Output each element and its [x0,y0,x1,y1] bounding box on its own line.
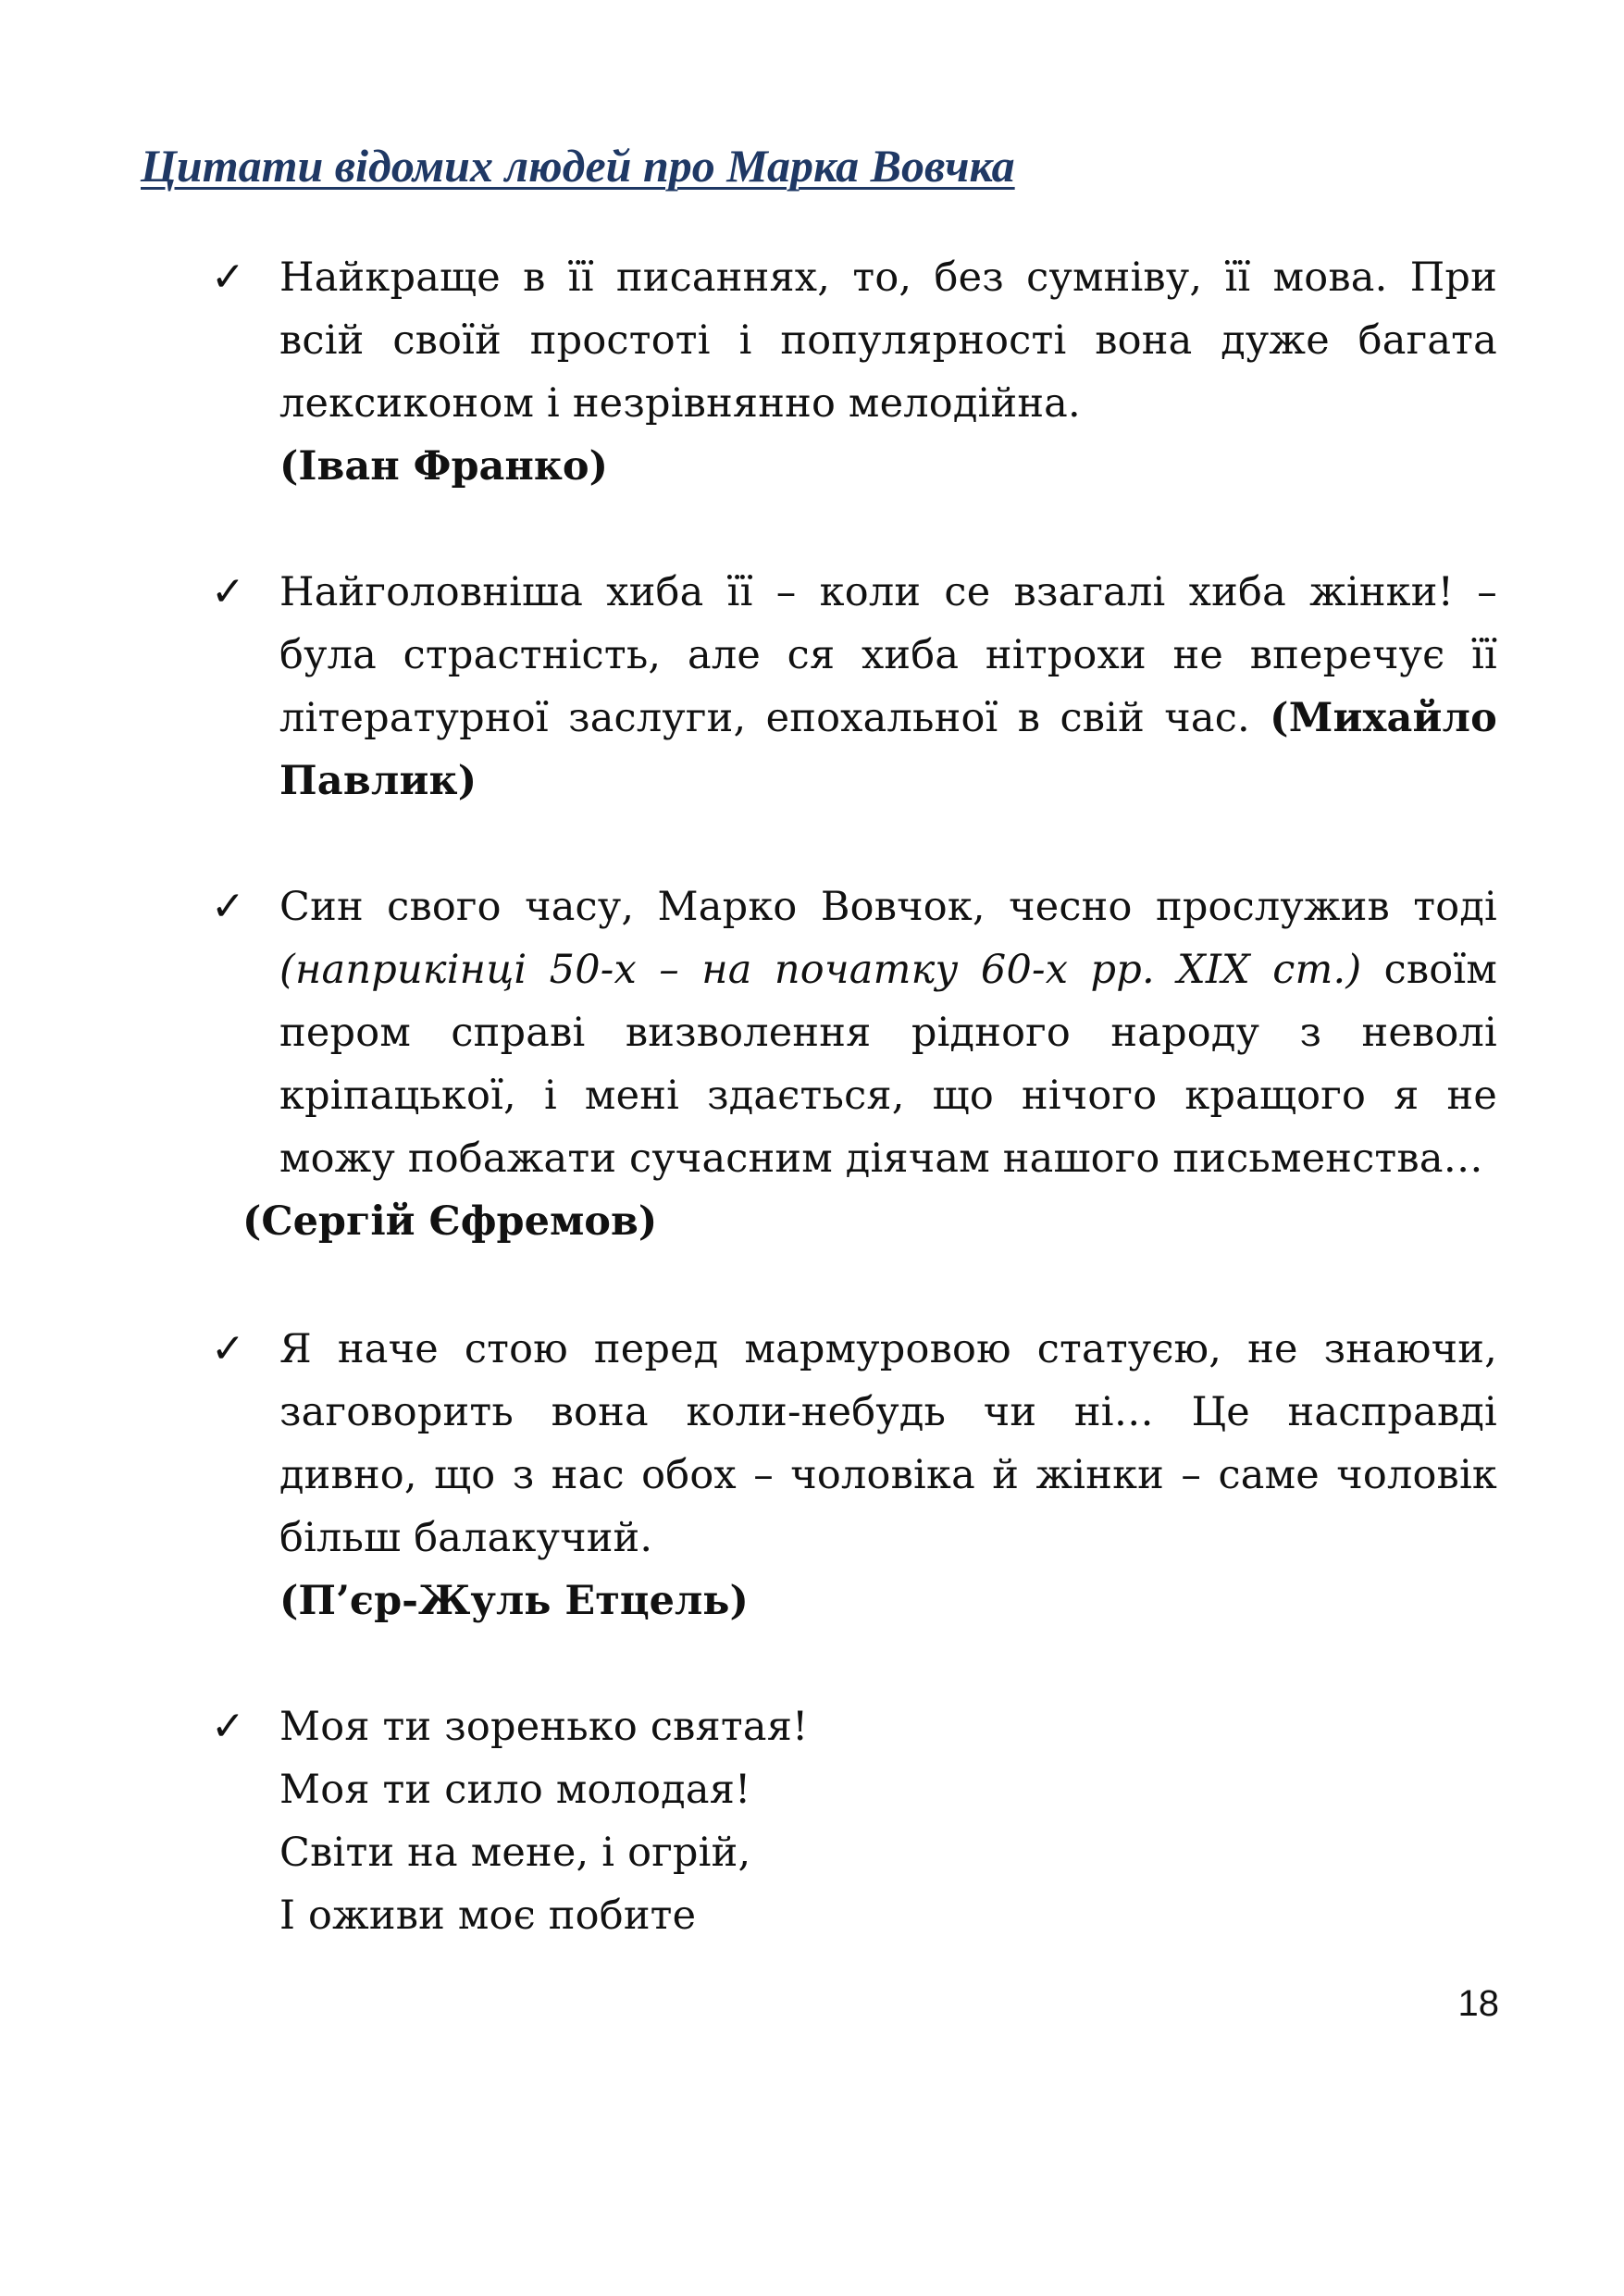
page-heading: Цитати відомих людей про Марка Вовчка [141,140,1015,192]
quote-item [211,875,1497,1190]
quote-text-block [279,561,1497,813]
quote-author-row [211,1190,657,1253]
page-number: 18 [1457,1983,1499,2024]
quote-author: (Іван Франко) [279,443,608,490]
quote-text: Я наче стою перед мармуровою статуєю, не знаючи, заговорить вона коли-небудь чи ні… Це насправді дивно, що з нас обох – чоловіка й жінки – саме чоловік більш балакучий. [279,1326,1497,1561]
checkmark-icon: ✓ [211,254,245,301]
poem-line: Світи на мене, і огрій, [279,1830,751,1876]
quote-author: (П’єр-Жуль Етцель) [279,1578,749,1624]
quote-text-italic: (наприкінці 50-х – на початку 60-х рр. ХІХ ст.) [279,947,1362,993]
quote-text: Найкраще в її писаннях, то, без сумніву, її мова. При всій своїй простоті і популярності вона дуже багата лексиконом і незрівнянно мелодійна. [279,254,1497,427]
checkmark-icon: ✓ [211,1703,245,1750]
checkmark-icon: ✓ [211,883,245,930]
checkmark-icon: ✓ [211,1325,245,1372]
poem-line: І оживи моє побите [279,1893,697,1939]
quote-text-end: своїм пером справі визволення рідного народу з неволі кріпацької, і мені здається, що нічого кращого я не можу побажати сучасним діячам нашого письменства… [279,947,1497,1182]
quote-item [211,1318,1497,1632]
quote-item [211,246,1497,498]
quote-author: (Михайло Павлик) [279,695,1497,804]
quote-item [211,1695,1497,1947]
quote-text-block [279,875,1497,1190]
poem-line: Моя ти зоренько святая! [279,1704,809,1750]
poem-line: Моя ти сило молодая! [279,1767,751,1813]
quote-author: (Сергій Єфремов) [242,1198,658,1245]
poem-block [279,1695,1497,1947]
quote-text-start: Син свого часу, Марко Вовчок, чесно прослужив тоді [279,884,1497,930]
checkmark-icon: ✓ [211,568,245,615]
quote-item [211,561,1497,813]
quote-text: Найголовніша хиба її – коли се взагалі хиба жінки! – була страстність, але ся хиба нітрохи не вперечує її літературної заслуги, епохальної в свій час. [279,569,1497,741]
